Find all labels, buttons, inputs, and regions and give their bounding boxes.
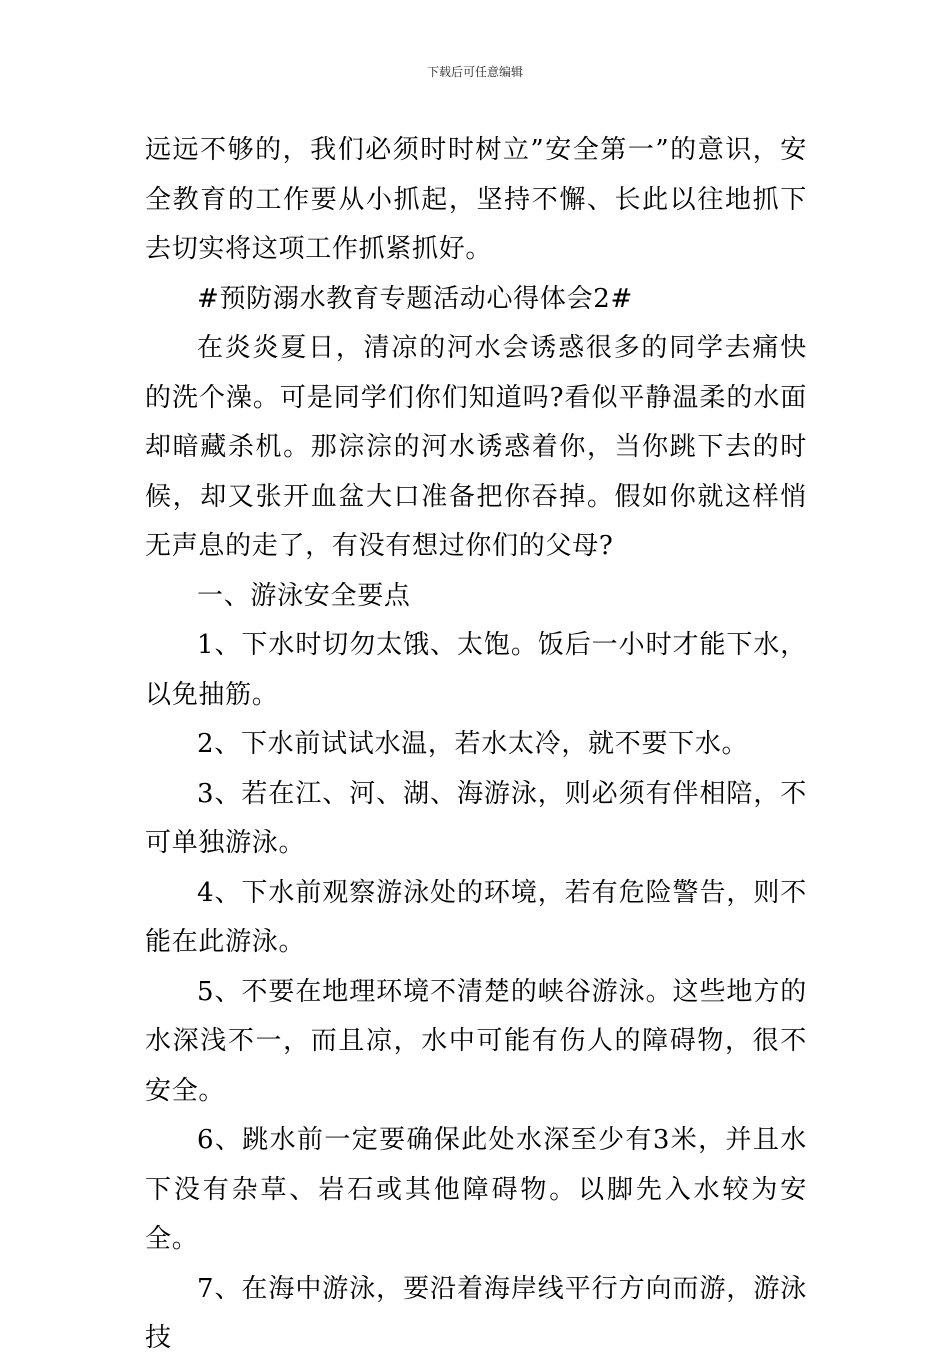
page-header: 下载后可任意编辑 xyxy=(426,65,523,79)
document-body xyxy=(145,126,807,1364)
section-heading-2: #预防溺水教育专题活动心得体会2# xyxy=(197,283,634,314)
list-item-2: 2、下水前试试水温，若水太冷，就不要下水。 xyxy=(197,729,749,759)
list-item-6: 6、跳水前一定要确保此处水深至少有3米，并且水下没有杂草、岩石或其他障碍物。以脚先入水较为安全。 xyxy=(145,1125,807,1254)
paragraph-intro: 在炎炎夏日，清凉的河水会诱惑很多的同学去痛快的洗个澡。可是同学们你们知道吗?看似平静温柔的水面却暗藏杀机。那淙淙的河水诱惑着你，当你跳下去的时候，却又张开血盆大口准备把你吞掉。假如你就这样悄无声息的走了，有没有想过你们的父母? xyxy=(145,333,807,561)
list-item-7: 7、在海中游泳，要沿着海岸线平行方向而游，游泳技 xyxy=(145,1273,807,1353)
list-item-5: 5、不要在地理环境不清楚的峡谷游泳。这些地方的水深浅不一，而且凉，水中可能有伤人的障碍物，很不安全。 xyxy=(145,976,807,1106)
paragraph-continued: 远远不够的，我们必须时时树立”安全第一”的意识，安全教育的工作要从小抓起，坚持不懈、长此以往地抓下去切实将这项工作抓紧抓好。 xyxy=(145,135,807,264)
list-item-3: 3、若在江、河、湖、海游泳，则必须有伴相陪，不可单独游泳。 xyxy=(145,778,807,858)
subheading-swimming-safety: 一、游泳安全要点 xyxy=(197,580,411,611)
list-item-4: 4、下水前观察游泳处的环境，若有危险警告，则不能在此游泳。 xyxy=(145,877,807,957)
list-item-1: 1、下水时切勿太饿、太饱。饭后一小时才能下水，以免抽筋。 xyxy=(145,630,807,710)
